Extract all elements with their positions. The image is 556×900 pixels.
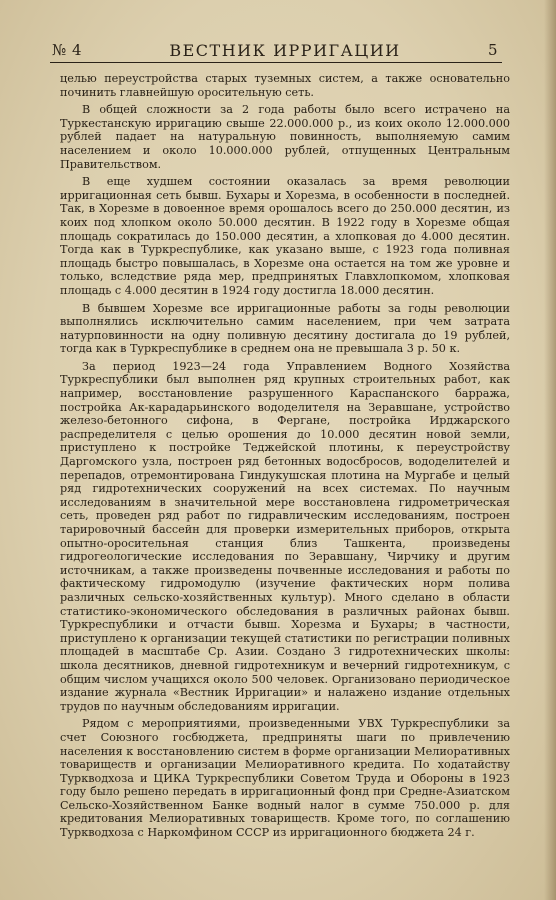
paragraph: В общей сложности за 2 года работы было всего истрачено на Туркестанскую ирригацию свыше 22.000.000 р., из коих около 12.000.000 рублей падает на натуральную повинность, выполняемую самим населением и около 10.000.000 рублей, отпущенных Центральным Правительством. xyxy=(60,103,510,171)
paragraph: За период 1923—24 года Управлением Водного Хозяйства Туркреспублики был выполнен ряд крупных строительных работ, как например, восстановление разрушенного Караспанского барража, постройка Ак-карадарьинского вододелителя на Зеравшане, устройство железо-бетонного сифона, в Фергане, постройка Ирджарского распределителя с целью орошения до 10.000 десятин новой земли, приступлено к постройке Теджейской плотины, к переустройству Даргомского узла, построен ряд бетонных водосбросов, вододелителей и перепадов, отремонтирована Гиндукушская плотина на Мургабе и целый ряд гидротехнических сооружений на всех системах. По научным исследованиям в значительной мере восстановлена гидрометрическая сеть, проведен ряд работ по гидравлическим исследованиям, построен тарировочный бассейн для проверки измерительных приборов, открыта опытно-оросительная станция близ Ташкента, произведены гидрогеологические исследования по Зеравшану, Чирчику и другим источникам, а также произведены почвенные исследования и работы по фактическому гидромодулю (изучение фактических норм полива различных сельско-хозяйственных культур). Много сделано в области статистико-экономического обследования в различных районах бывш. Туркреспублики и отчасти бывш. Хорезма и Бухары; в частности, приступлено к организации текущей статистики по регистрации поливных площадей в масштабе Ср. Азии. Создано 3 гидротехнических школы: школа десятников, дневной гидротехникум и вечерний гидротехникум, с общим числом учащихся около 500 человек. Организовано периодическое издание журнала «Вестник Ирригации» и налажено издание отдельных трудов по научным обследованиям ирригации. xyxy=(60,359,510,713)
header-rule xyxy=(50,62,502,63)
journal-title: ВЕСТНИК ИРРИГАЦИИ xyxy=(169,40,401,60)
paragraph: В бывшем Хорезме все ирригационные работы за годы революции выполнялись исключительно самим населением, при чем затрата натурповинности на одну поливную десятину достигала до 19 рублей, тогда как в Туркреспублике в среднем она не превышала 3 р. 50 к. xyxy=(60,301,510,356)
paragraph: целью переустройства старых туземных систем, а также основательно починить главнейшую оросительную сеть. xyxy=(60,72,510,99)
page-header xyxy=(52,38,498,62)
article-body xyxy=(60,72,510,840)
issue-number: № 4 xyxy=(52,41,83,59)
paragraph: Рядом с мероприятиями, произведенными УВХ Туркреспублики за счет Союзного госбюджета, предприняты шаги по привлечению населения к восстановлению систем в форме организации Мелиоративных товариществ и организации Мелиоративного кредита. По ходатайству Турквoдхоза и ЦИКА Туркреспублики Советом Труда и Обороны в 1923 году было решено передать в ирригационный фонд при Средне-Азиатском Сельско-Хозяйственном Банке водный налог в сумме 750.000 р. для кредитования Мелиоративных товариществ. Кроме того, по соглашению Турквoдхоза с Наркомфином СССР из ирригационного бюджета 24 г. xyxy=(60,717,510,840)
paragraph: В еще худшем состоянии оказалась за время революции ирригационная сеть бывш. Бухары и Хорезма, в особенности в последней. Так, в Хорезме в довоенное время орошалось всего до 250.000 десятин, из коих под хлопком около 50.000 десятин. В 1922 году в Хорезме общая площадь сократилась до 150.000 десятин, а хлопковая до 4.000 десятин. Тогда как в Туркреспублике, как указано выше, с 1923 года поливная площадь быстро повышалась, в Хорезме она остается на том же уровне и только, вследствие ряда мер, предпринятых Главхлопкомом, хлопковая площадь с 4.000 десятин в 1924 году достигла 18.000 десятин. xyxy=(60,175,510,297)
page-number: 5 xyxy=(487,41,498,59)
